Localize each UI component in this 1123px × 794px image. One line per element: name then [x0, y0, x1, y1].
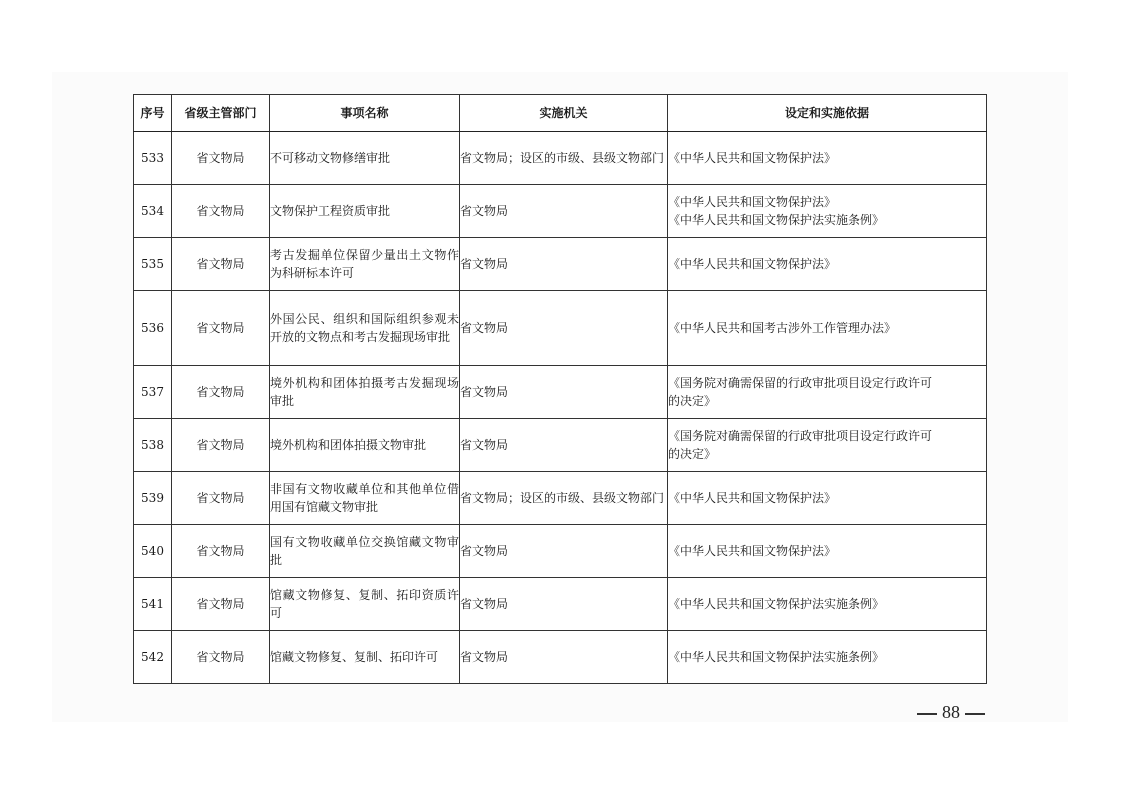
table-row	[134, 238, 987, 291]
row-item-name: 不可移动文物修缮审批	[270, 132, 460, 185]
row-agency: 省文物局	[460, 366, 668, 419]
row-serial-number: 536	[134, 291, 172, 366]
row-agency: 省文物局	[460, 419, 668, 472]
basis-line: 《中华人民共和国文物保护法实施条例》	[668, 213, 885, 227]
row-item-name: 外国公民、组织和国际组织参观未开放的文物点和考古发掘现场审批	[270, 291, 460, 366]
row-legal-basis	[668, 631, 987, 684]
basis-line: 《中华人民共和国文物保护法》	[668, 544, 837, 558]
basis-line: 《中华人民共和国文物保护法》	[668, 195, 837, 209]
row-item-name: 馆藏文物修复、复制、拓印资质许可	[270, 578, 460, 631]
dash-right	[965, 713, 985, 714]
page-number: 88	[942, 702, 960, 722]
row-item-name: 国有文物收藏单位交换馆藏文物审批	[270, 525, 460, 578]
basis-line: 《国务院对确需保留的行政审批项目设定行政许可	[668, 429, 933, 443]
basis-line: 《中华人民共和国文物保护法》	[668, 491, 837, 505]
row-legal-basis	[668, 291, 987, 366]
row-serial-number: 542	[134, 631, 172, 684]
basis-line: 《中华人民共和国文物保护法实施条例》	[668, 650, 885, 664]
row-legal-basis	[668, 472, 987, 525]
row-department: 省文物局	[172, 525, 270, 578]
row-department: 省文物局	[172, 631, 270, 684]
table-row	[134, 366, 987, 419]
row-serial-number: 541	[134, 578, 172, 631]
row-serial-number: 539	[134, 472, 172, 525]
basis-line: 的决定》	[668, 394, 717, 408]
row-agency: 省文物局	[460, 631, 668, 684]
row-serial-number: 537	[134, 366, 172, 419]
row-legal-basis	[668, 419, 987, 472]
basis-line: 《中华人民共和国考古涉外工作管理办法》	[668, 321, 897, 335]
header-serial-number: 序号	[134, 95, 172, 132]
row-department: 省文物局	[172, 132, 270, 185]
row-department: 省文物局	[172, 366, 270, 419]
table-row	[134, 291, 987, 366]
table-header-row	[134, 95, 987, 132]
row-agency: 省文物局；设区的市级、县级文物部门	[460, 472, 668, 525]
row-legal-basis	[668, 578, 987, 631]
row-item-name: 非国有文物收藏单位和其他单位借用国有馆藏文物审批	[270, 472, 460, 525]
header-legal-basis: 设定和实施依据	[668, 95, 987, 132]
row-department: 省文物局	[172, 185, 270, 238]
row-legal-basis	[668, 366, 987, 419]
header-item-name: 事项名称	[270, 95, 460, 132]
header-implementing-agency: 实施机关	[460, 95, 668, 132]
table-row	[134, 472, 987, 525]
basis-line: 《国务院对确需保留的行政审批项目设定行政许可	[668, 376, 933, 390]
row-agency: 省文物局	[460, 525, 668, 578]
row-item-name: 境外机构和团体拍摄考古发掘现场审批	[270, 366, 460, 419]
row-legal-basis	[668, 185, 987, 238]
row-department: 省文物局	[172, 291, 270, 366]
table-row	[134, 419, 987, 472]
row-agency: 省文物局	[460, 291, 668, 366]
header-provincial-department: 省级主管部门	[172, 95, 270, 132]
row-department: 省文物局	[172, 238, 270, 291]
table-row	[134, 631, 987, 684]
row-agency: 省文物局	[460, 185, 668, 238]
table-row	[134, 132, 987, 185]
row-item-name: 馆藏文物修复、复制、拓印许可	[270, 631, 460, 684]
table-row	[134, 185, 987, 238]
row-item-name: 文物保护工程资质审批	[270, 185, 460, 238]
row-serial-number: 538	[134, 419, 172, 472]
row-serial-number: 533	[134, 132, 172, 185]
basis-line: 《中华人民共和国文物保护法》	[668, 257, 837, 271]
row-agency: 省文物局；设区的市级、县级文物部门	[460, 132, 668, 185]
dash-left	[917, 713, 937, 714]
row-legal-basis	[668, 132, 987, 185]
row-agency: 省文物局	[460, 238, 668, 291]
table-row	[134, 578, 987, 631]
row-department: 省文物局	[172, 578, 270, 631]
row-agency: 省文物局	[460, 578, 668, 631]
row-item-name: 考古发掘单位保留少量出土文物作为科研标本许可	[270, 238, 460, 291]
row-department: 省文物局	[172, 472, 270, 525]
basis-line: 的决定》	[668, 447, 717, 461]
row-serial-number: 540	[134, 525, 172, 578]
basis-line: 《中华人民共和国文物保护法实施条例》	[668, 597, 885, 611]
page-number-footer	[912, 701, 990, 723]
row-item-name: 境外机构和团体拍摄文物审批	[270, 419, 460, 472]
row-serial-number: 535	[134, 238, 172, 291]
row-serial-number: 534	[134, 185, 172, 238]
row-department: 省文物局	[172, 419, 270, 472]
basis-line: 《中华人民共和国文物保护法》	[668, 151, 837, 165]
approval-items-table	[133, 94, 987, 684]
row-legal-basis	[668, 238, 987, 291]
row-legal-basis	[668, 525, 987, 578]
table-row	[134, 525, 987, 578]
